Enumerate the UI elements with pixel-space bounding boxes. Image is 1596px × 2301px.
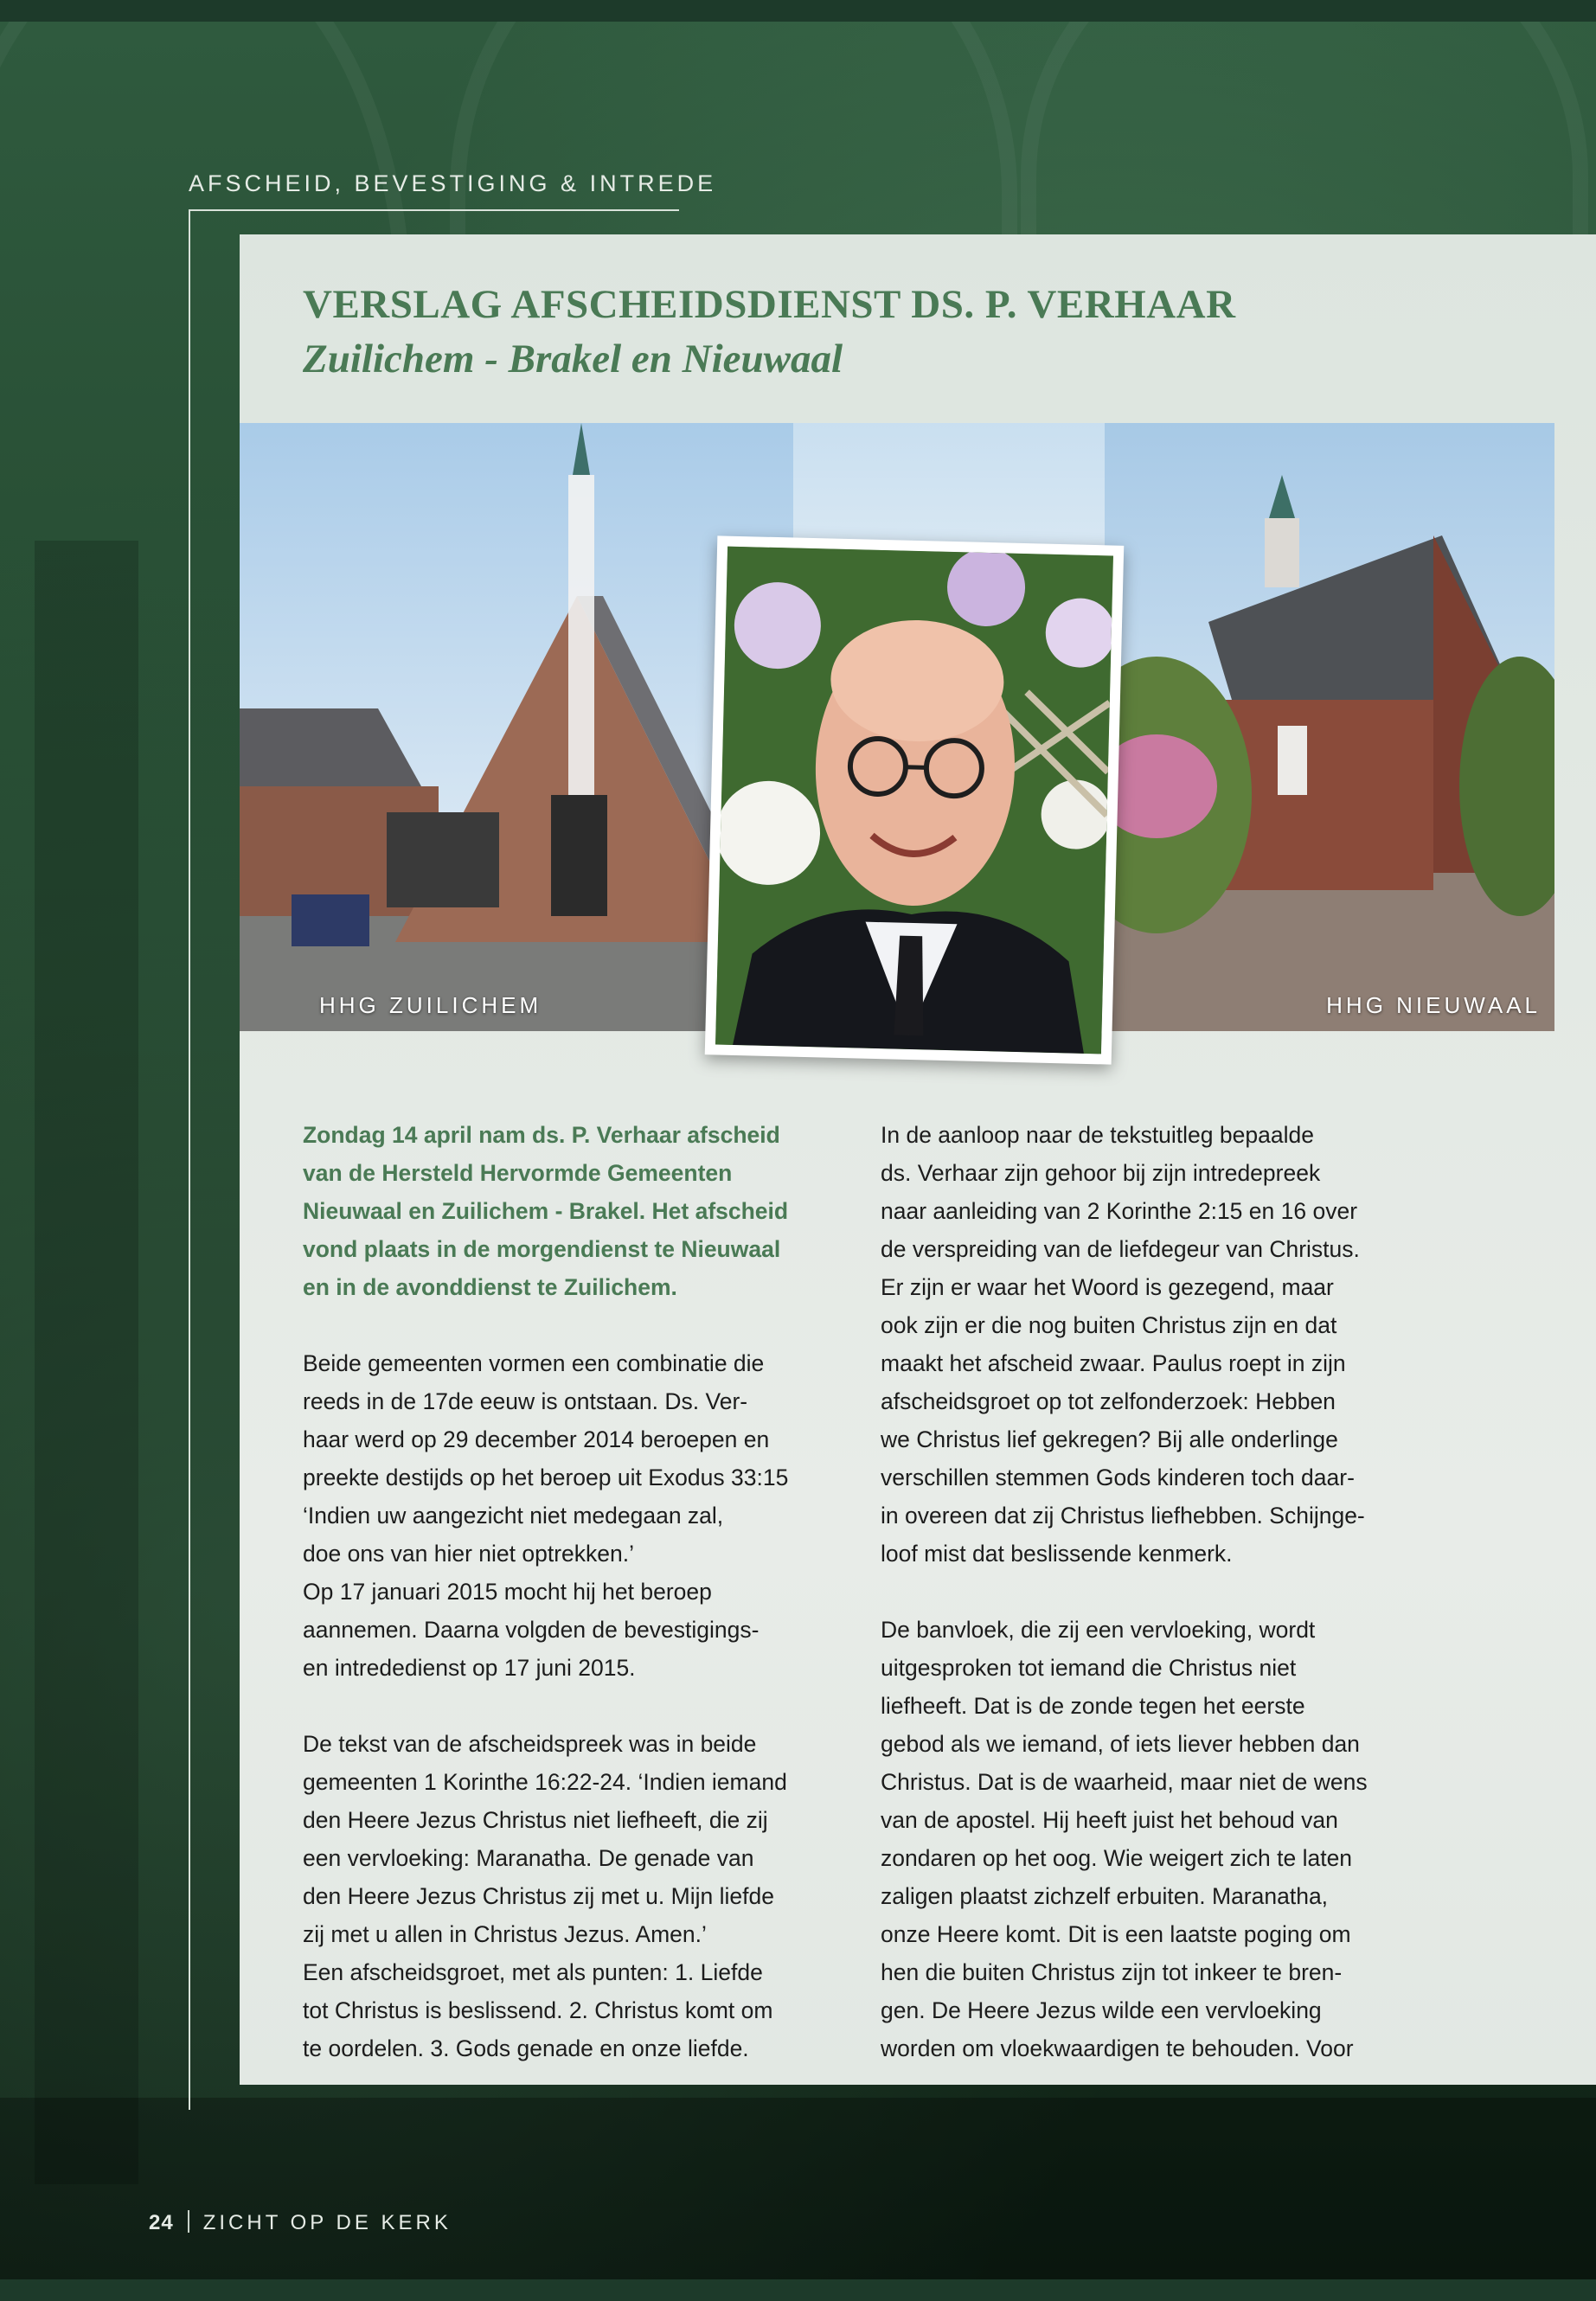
section-rule <box>189 209 679 211</box>
page-number: 24 <box>149 2211 174 2234</box>
background-pillar <box>0 2098 1596 2279</box>
article-paragraph: Beide gemeenten vormen een combinatie die reeds in de 17de eeuw is ontstaan. Ds. Ver- haar werd op 29 december 2014 beroepen en preekte destijds op het beroep uit Exodus 33:15 ‘Indien uw aangezicht niet medegaan zal, doe ons van hier niet optrekken.’ Op 17 januari 2015 mocht hij het beroep aannemen. Daarna volgden de bevestigings- en intrededienst op 17 juni 2015. <box>303 1350 789 1681</box>
article-subtitle: Zuilichem - Brakel en Nieuwaal <box>303 336 843 381</box>
portrait-photo <box>715 547 1113 1054</box>
portrait-photo-frame <box>705 535 1125 1064</box>
magazine-page <box>0 22 1596 2279</box>
article-column-left <box>303 1116 830 2106</box>
caption-zuilichem: HHG ZUILICHEM <box>319 992 542 1018</box>
article-paragraph: In de aanloop naar de tekstuitleg bepaalde ds. Verhaar zijn gehoor bij zijn intredepreek naar aanleiding van 2 Korinthe 2:15 en 16 over de verspreiding van de liefdegeur van Christus. Er zijn er waar het Woord is gezegend, maar ook zijn er die nog buiten Christus zijn en dat maakt het afscheid zwaar. Paulus roept in zijn afscheidsgroet op tot zelfonderzoek: Hebben we Christus lief gekregen? Bij alle onderlinge verschillen stemmen Gods kinderen toch daar- in overeen dat zij Christus liefhebben. Schijnge- loof mist dat beslissende kenmerk. <box>881 1122 1365 1567</box>
page-footer <box>149 2210 452 2235</box>
article-paragraph: De banvloek, die zij een vervloeking, wordt uitgesproken tot iemand die Christus niet liefheeft. Dat is de zonde tegen het eerste gebod als we iemand, of iets liever hebben dan Christus. Dat is de waarheid, maar niet de wens van de apostel. Hij heeft juist het behoud van zondaren op het oog. Wie weigert zich te laten zaligen plaatst zichzelf erbuiten. Maranatha, onze Heere komt. Dit is een laatste poging om hen die buiten Christus zijn tot inkeer te bren- gen. De Heere Jezus wilde een vervloeking worden om vloekwaardigen te behouden. Voor <box>881 1617 1368 2061</box>
section-label: AFSCHEID, BEVESTIGING & INTREDE <box>189 170 717 196</box>
article-column-right <box>881 1116 1408 2106</box>
section-rule-vertical <box>189 209 190 2110</box>
article-lead: Zondag 14 april nam ds. P. Verhaar afscheid van de Hersteld Hervormde Gemeenten Nieuwaal en Zuilichem - Brakel. Het afscheid vond plaats in de morgendienst te Nieuwaal en in de avonddienst te Zuilichem. <box>303 1122 789 1300</box>
caption-nieuwaal: HHG NIEUWAAL <box>1326 992 1541 1018</box>
article-paragraph: De tekst van de afscheidspreek was in beide gemeenten 1 Korinthe 16:22-24. ‘Indien iemand den Heere Jezus Christus niet liefheeft, die zij een vervloeking: Maranatha. De genade van den Heere Jezus Christus zij met u. Mijn liefde zij met u allen in Christus Jezus. Amen.’ Een afscheidsgroet, met als punten: 1. Liefde tot Christus is beslissend. 2. Christus komt om te oordelen. 3. Gods genade en onze liefde. <box>303 1731 787 2061</box>
footer-divider <box>188 2210 189 2233</box>
publication-name: ZICHT OP DE KERK <box>202 2211 452 2234</box>
background-pillar <box>35 541 138 2184</box>
church-photo-nieuwaal <box>1105 423 1554 1031</box>
article-title: VERSLAG AFSCHEIDSDIENST DS. P. VERHAAR <box>303 282 1236 327</box>
